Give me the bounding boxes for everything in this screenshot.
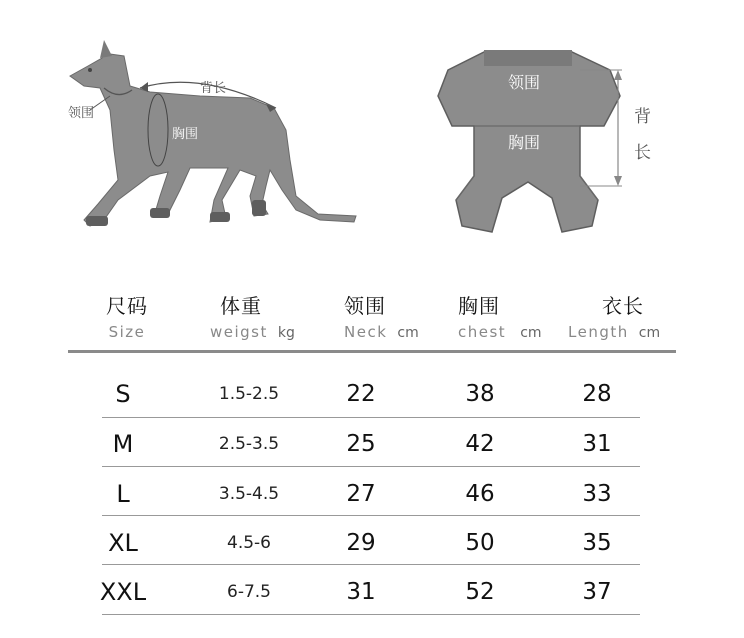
row-divider (102, 564, 640, 565)
header-size-en-text: Size (108, 323, 146, 341)
size-chart-table (0, 290, 744, 630)
header-length-cn: 衣长 (602, 294, 644, 318)
header-chest-cn: 胸围 (458, 294, 500, 318)
weight-cell: 1.5-2.5 (218, 384, 280, 404)
size-cell: XL (108, 529, 138, 557)
row-divider (102, 466, 640, 467)
chest-cell: 46 (465, 481, 495, 507)
neck-cell: 25 (346, 431, 376, 457)
garment-label-neck: 领围 (508, 73, 541, 92)
length-cell: 28 (582, 381, 612, 407)
measurement-illustrations (0, 0, 744, 270)
table-row (0, 519, 744, 568)
chest-cell: 52 (465, 579, 495, 605)
header-neck-en-text: Neck (344, 323, 388, 341)
header-chest-unit: cm (520, 325, 542, 341)
header-weight-en-text: weigst (210, 323, 268, 341)
header-length-unit: cm (638, 325, 661, 341)
header-length-en (568, 323, 678, 341)
garment-label-length: 长 (634, 143, 651, 163)
header-chest-en-text: chest (458, 323, 507, 341)
table-row (0, 568, 744, 617)
size-cell: M (112, 430, 134, 458)
length-cell: 37 (582, 579, 612, 605)
illustrations-svg (0, 0, 744, 270)
weight-cell: 4.5-6 (227, 533, 271, 553)
header-chest-en (458, 323, 558, 341)
chest-cell: 42 (465, 431, 495, 457)
weight-cell: 6-7.5 (227, 582, 271, 602)
header-chest (458, 290, 558, 341)
row-divider (102, 515, 640, 516)
header-length-en-text: Length (568, 323, 629, 341)
row-divider (102, 614, 640, 615)
header-neck (344, 290, 434, 341)
header-neck-unit: cm (397, 325, 419, 341)
table-row (0, 370, 744, 419)
neck-cell: 31 (346, 579, 376, 605)
header-neck-cn: 领围 (344, 294, 386, 318)
table-row (0, 470, 744, 519)
neck-cell: 27 (346, 481, 376, 507)
size-cell: S (115, 380, 131, 408)
header-size (88, 290, 166, 341)
header-length (568, 290, 678, 341)
length-cell: 33 (582, 481, 612, 507)
length-cell: 31 (582, 431, 612, 457)
cat-label-neck: 领围 (68, 106, 95, 121)
header-weight-cn: 体重 (220, 294, 262, 318)
weight-cell: 3.5-4.5 (218, 484, 280, 504)
table-row (0, 420, 744, 469)
neck-cell: 22 (346, 381, 376, 407)
header-weight (210, 290, 310, 341)
size-cell: L (116, 480, 130, 508)
garment-label-chest: 胸围 (508, 133, 541, 152)
cat-label-chest: 胸围 (172, 127, 199, 142)
length-cell: 35 (582, 530, 612, 556)
row-divider (102, 417, 640, 418)
header-size-en (88, 323, 166, 341)
garment-label-back: 背 (634, 107, 651, 127)
header-weight-unit: kg (277, 325, 295, 341)
header-size-cn: 尺码 (106, 294, 148, 318)
size-cell: XXL (99, 578, 147, 606)
weight-cell: 2.5-3.5 (218, 434, 280, 454)
cat-label-back-length: 背长 (200, 81, 227, 96)
cat-silhouette (70, 40, 356, 226)
header-neck-en (344, 323, 434, 341)
header-divider (68, 350, 676, 353)
chest-cell: 50 (465, 530, 495, 556)
header-weight-en (210, 323, 310, 341)
neck-cell: 29 (346, 530, 376, 556)
chest-cell: 38 (465, 381, 495, 407)
